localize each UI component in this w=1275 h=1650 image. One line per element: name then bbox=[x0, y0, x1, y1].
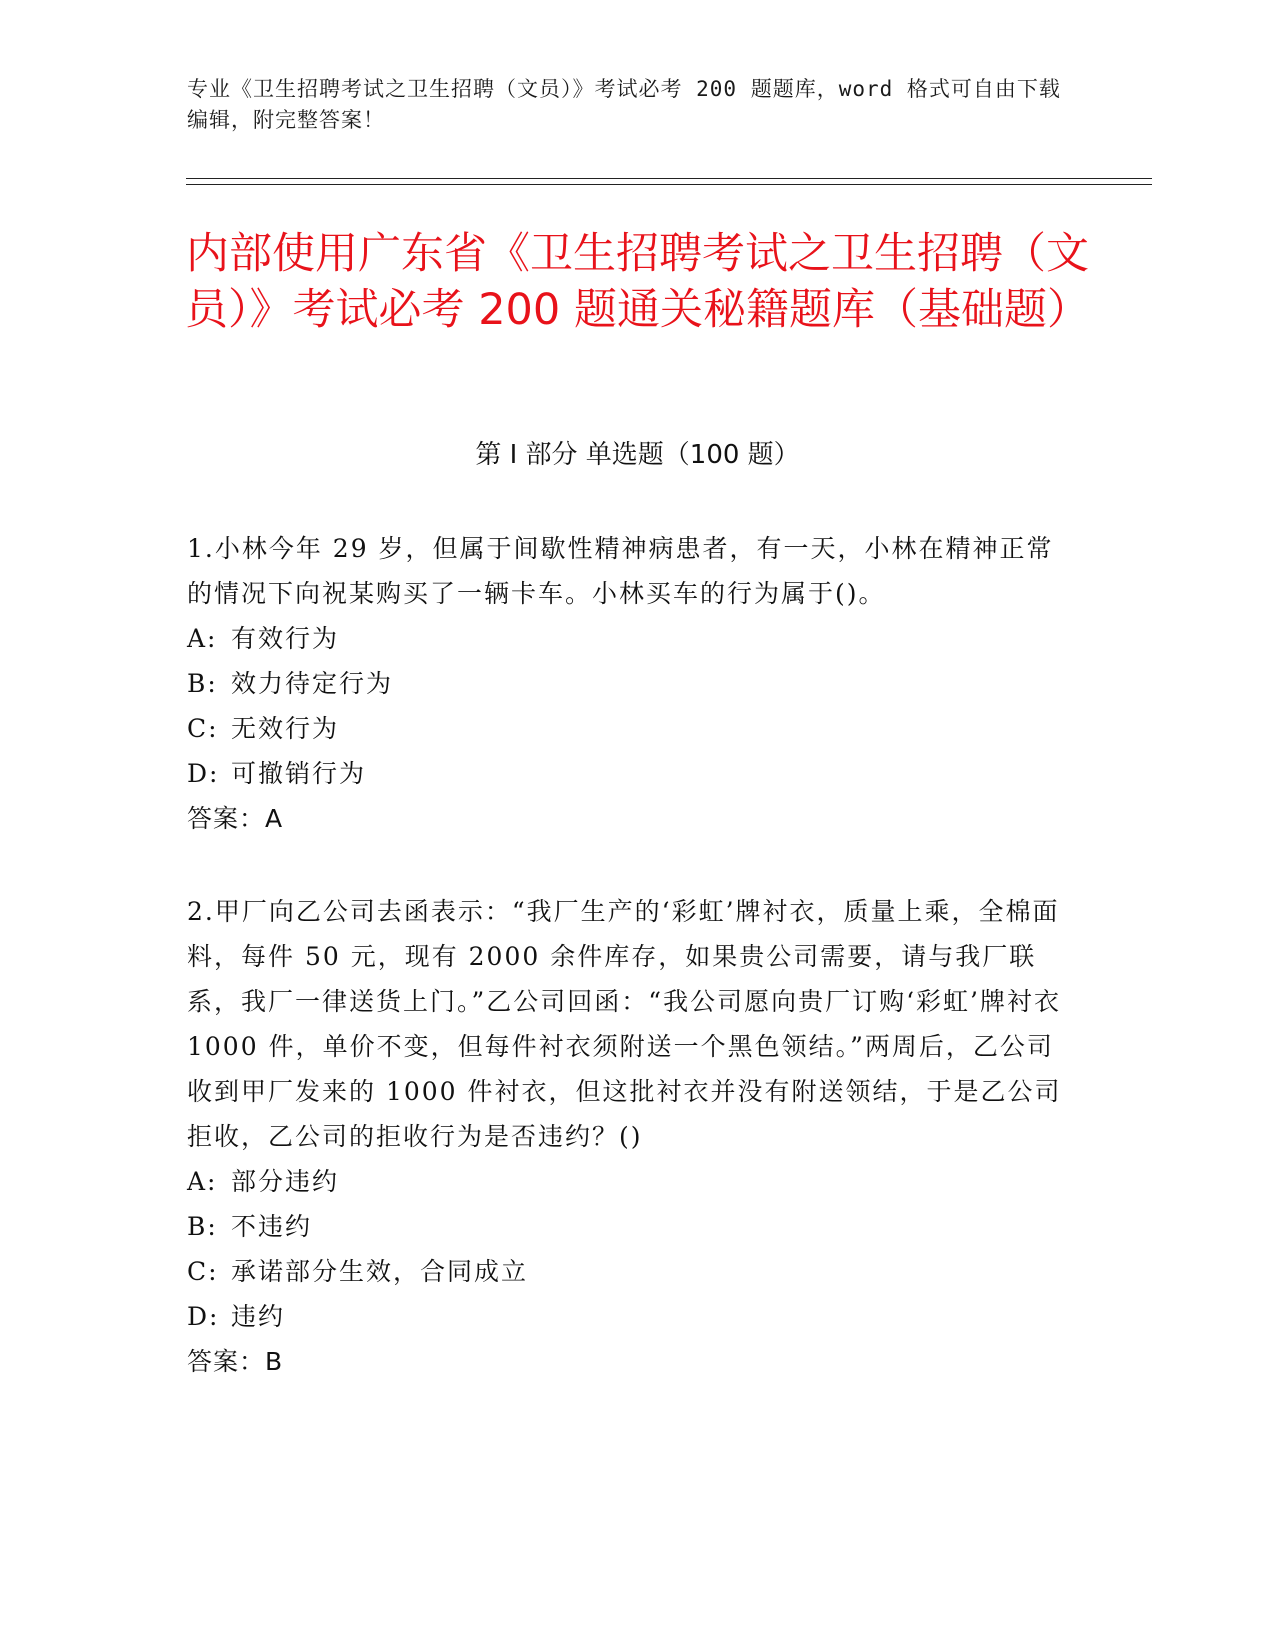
option-key: C: bbox=[187, 714, 219, 743]
option-key: D: bbox=[187, 759, 220, 788]
option-a bbox=[187, 616, 1067, 661]
option-b bbox=[187, 1204, 1067, 1249]
option-text: 不违约 bbox=[231, 1212, 313, 1241]
question-2 bbox=[187, 889, 1067, 1384]
option-key: A: bbox=[187, 624, 218, 653]
header-divider-secondary bbox=[186, 184, 1152, 185]
question-1 bbox=[187, 526, 1067, 841]
answer-line: 答案：A bbox=[187, 804, 284, 833]
option-b bbox=[187, 661, 1067, 706]
option-d bbox=[187, 751, 1067, 796]
option-key: B: bbox=[187, 669, 218, 698]
option-key: A: bbox=[187, 1167, 218, 1196]
option-text: 部分违约 bbox=[231, 1167, 340, 1196]
answer-line: 答案：B bbox=[187, 1347, 284, 1376]
option-text: 可撤销行为 bbox=[231, 759, 367, 788]
question-stem: 2.甲厂向乙公司去函表示：“我厂生产的‘彩虹’牌衬衣，质量上乘，全棉面料，每件 50 元，现有 2000 余件库存，如果贵公司需要，请与我厂联系，我厂一律送货上门。”乙公司回函：“我公司愿向贵厂订购‘彩虹’牌衬衣 1000 件，单价不变，但每件衬衣须附送一个黑色领结。”两周后，乙公司收到甲厂发来的 1000 件衬衣，但这批衬衣并没有附送领结，于是乙公司拒收，乙公司的拒收行为是否违约？() bbox=[187, 897, 1062, 1151]
option-text: 效力待定行为 bbox=[231, 669, 394, 698]
option-key: C: bbox=[187, 1257, 219, 1286]
option-key: B: bbox=[187, 1212, 218, 1241]
option-text: 承诺部分生效，合同成立 bbox=[231, 1257, 529, 1286]
option-a bbox=[187, 1159, 1067, 1204]
section-heading: 第 I 部分 单选题（100 题） bbox=[475, 440, 800, 470]
option-d bbox=[187, 1294, 1067, 1339]
option-text: 无效行为 bbox=[231, 714, 340, 743]
header-note: 专业《卫生招聘考试之卫生招聘（文员）》考试必考 200 题题库，word 格式可自由下载编辑，附完整答案！ bbox=[187, 77, 1061, 132]
option-text: 有效行为 bbox=[231, 624, 340, 653]
option-key: D: bbox=[187, 1302, 220, 1331]
document-title: 内部使用广东省《卫生招聘考试之卫生招聘（文员）》考试必考 200 题通关秘籍题库（基础题） bbox=[185, 229, 1090, 335]
header-divider bbox=[186, 178, 1152, 179]
option-c bbox=[187, 1249, 1067, 1294]
question-stem: 1.小林今年 29 岁，但属于间歇性精神病患者，有一天，小林在精神正常的情况下向祝某购买了一辆卡车。小林买车的行为属于()。 bbox=[187, 534, 1054, 608]
option-text: 违约 bbox=[231, 1302, 286, 1331]
option-c bbox=[187, 706, 1067, 751]
